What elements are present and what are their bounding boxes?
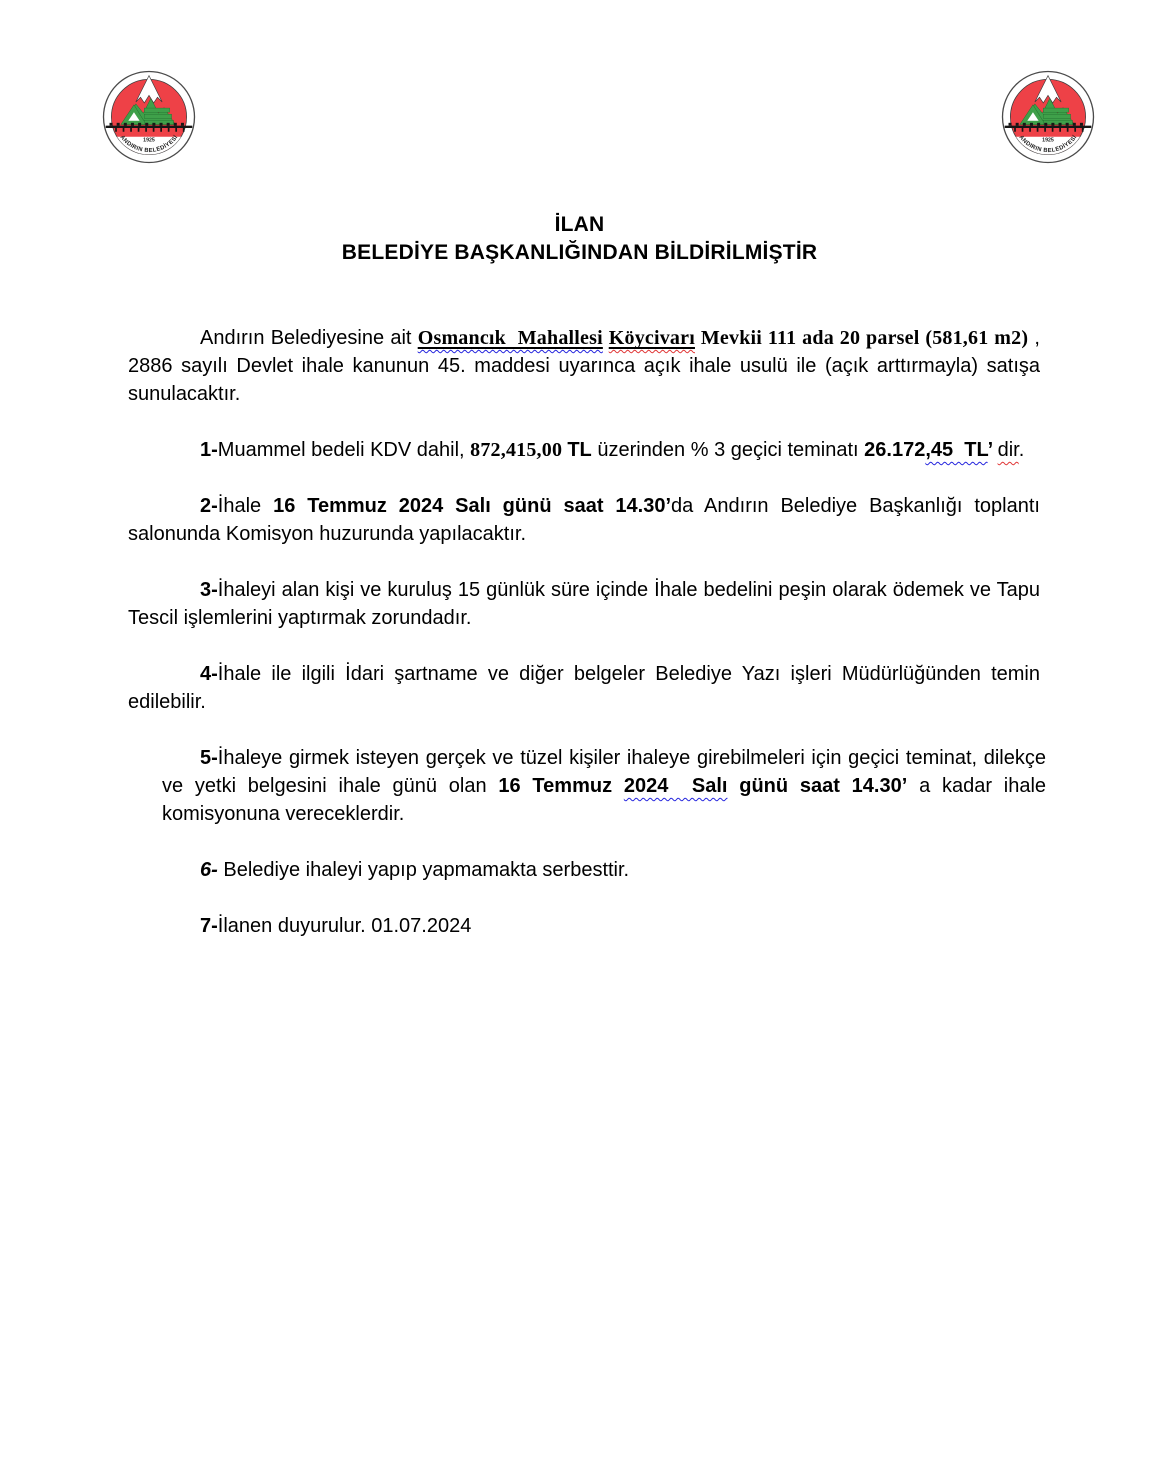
text-run: 26.172 bbox=[864, 439, 926, 461]
text-run: günü saat 14.30’ bbox=[727, 775, 908, 797]
text-run: 7- bbox=[200, 915, 218, 937]
paragraph bbox=[128, 660, 1040, 716]
text-run: 1- bbox=[200, 439, 218, 461]
logo-year-text: 1925 bbox=[143, 137, 155, 144]
paragraph bbox=[128, 856, 1040, 884]
text-run: üzerinden % 3 geçici teminatı bbox=[591, 439, 865, 461]
text-run: 16 Temmuz 2024 Salı günü saat 14.30’ bbox=[273, 495, 671, 517]
text-run: İhale ile ilgili İdari şartname ve diğer belgeler Belediye Yazı işleri Müdürlüğünden temin edilebilir. bbox=[128, 663, 1040, 713]
logo-letter-e bbox=[1043, 108, 1072, 124]
text-run: a kadar ihale komisyonuna vereceklerdir. bbox=[162, 775, 1047, 825]
logo-letter-e bbox=[144, 108, 173, 124]
paragraph bbox=[128, 492, 1040, 548]
text-run: 4- bbox=[200, 663, 218, 685]
text-run: Mevkii 111 ada 20 parsel (581,61 m2) bbox=[694, 327, 1029, 349]
notice-title-line2: BELEDİYE BAŞKANLIĞINDAN BİLDİRİLMİŞTİR bbox=[341, 241, 818, 264]
paragraph bbox=[162, 744, 1046, 828]
text-run: 2- bbox=[200, 495, 218, 517]
text-run: , 2886 sayılı Devlet ihale kanunun 45. maddesi uyarınca açık ihale usulü ile (açık arttırmayla) satışa sunulacaktır. bbox=[128, 327, 1040, 405]
paragraph bbox=[128, 912, 1040, 940]
logo-name-text: ANDIRIN BELEDİYESİ bbox=[1017, 134, 1079, 155]
paragraph bbox=[128, 324, 1040, 408]
text-run: İhale bbox=[217, 495, 274, 517]
municipality-logo-left bbox=[102, 70, 196, 164]
text-run: 16 Temmuz bbox=[498, 775, 624, 797]
spellcheck-red-squiggle: dir bbox=[997, 439, 1019, 461]
text-run bbox=[609, 327, 695, 349]
notice-body bbox=[128, 324, 1047, 940]
paragraph bbox=[128, 436, 1040, 464]
spellcheck-blue-squiggle: Osmancık Mahallesi bbox=[417, 327, 603, 349]
text-run: 5- bbox=[200, 747, 218, 769]
text-run bbox=[998, 439, 1019, 461]
text-run: İhaleyi alan kişi ve kuruluş 15 günlük süre içinde İhale bedelini peşin olarak ödemek ve Tapu Tescil işlemlerini yaptırmak zorundadır. bbox=[128, 579, 1040, 629]
text-run: İhaleye girmek isteyen gerçek ve tüzel kişiler ihaleye girebilmeleri için geçici teminat, dilekçe ve yetki belgesini ihale günü olan bbox=[162, 747, 1046, 797]
text-run: Andırın Belediyesine ait bbox=[200, 327, 418, 349]
spellcheck-blue-squiggle: ,45 TL bbox=[925, 439, 988, 461]
text-run: TL bbox=[567, 439, 592, 461]
spellcheck-blue-squiggle: 2024 Salı bbox=[623, 775, 728, 797]
text-run: da Andırın Belediye Başkanlığı toplantı salonunda Komisyon huzurunda yapılacaktır. bbox=[128, 495, 1040, 545]
text-run: 872,415,00 bbox=[470, 439, 568, 461]
text-run bbox=[925, 439, 987, 461]
text-run: . bbox=[1018, 439, 1025, 461]
text-run: Muammel bedeli KDV dahil, bbox=[217, 439, 471, 461]
text-run: Belediye ihaleyi yapıp yapmamakta serbesttir. bbox=[217, 859, 630, 881]
logo-year-text: 1925 bbox=[1042, 137, 1054, 144]
text-run: 3- bbox=[200, 579, 218, 601]
notice-title-line1: İLAN bbox=[554, 213, 605, 236]
text-run: 6- bbox=[200, 859, 218, 881]
spellcheck-red-squiggle: Köycivarı bbox=[608, 327, 695, 349]
text-run: ’ bbox=[987, 439, 998, 461]
text-run bbox=[418, 327, 603, 349]
text-run: İlanen duyurulur. 01.07.2024 bbox=[217, 915, 472, 937]
municipality-logo-right bbox=[1001, 70, 1095, 164]
paragraph bbox=[128, 576, 1040, 632]
logo-name-text: ANDIRIN BELEDİYESİ bbox=[118, 134, 180, 155]
text-run bbox=[624, 775, 728, 797]
